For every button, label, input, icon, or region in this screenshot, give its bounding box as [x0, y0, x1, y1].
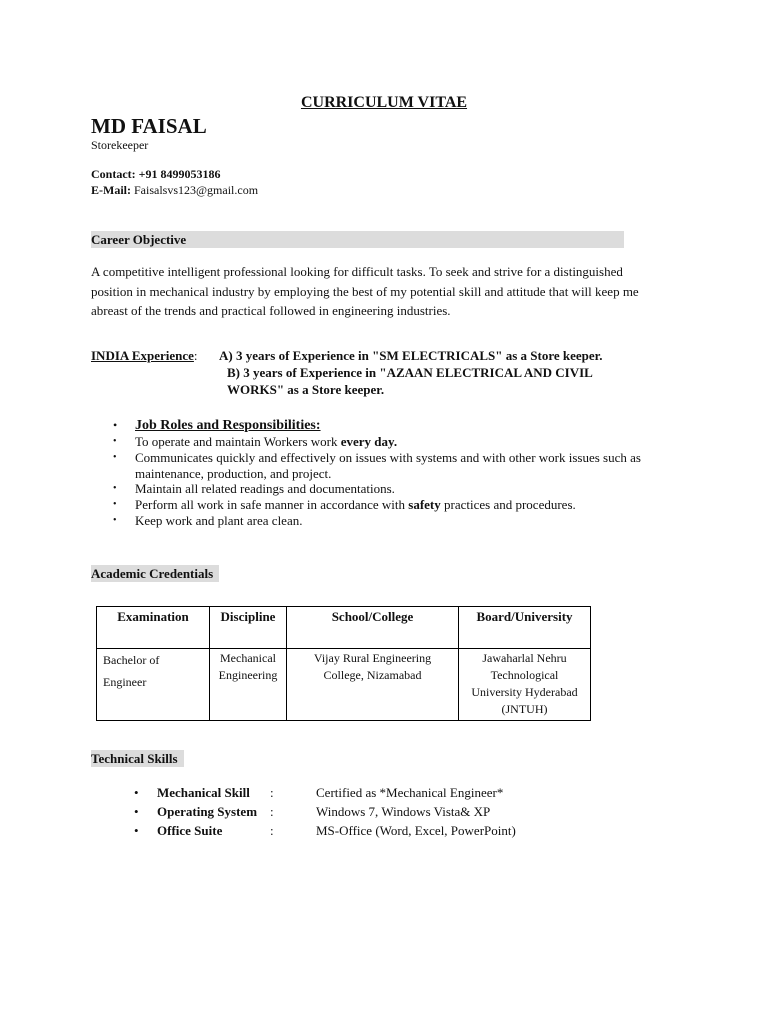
responsibilities-heading: Job Roles and Responsibilities:	[135, 418, 321, 433]
contact-label: Contact:	[91, 167, 136, 181]
document-title: CURRICULUM VITAE	[300, 94, 468, 111]
experience-item-b-cont: WORKS" as a Store keeper.	[227, 382, 385, 397]
heading-bullet: •	[113, 418, 118, 432]
skill-value: Windows 7, Windows Vista& XP	[316, 804, 491, 819]
experience-colon: :	[193, 348, 198, 363]
skill-row: • Mechanical Skill : Certified as *Mechanical Engineer*	[134, 785, 504, 800]
objective-line: abreast of the trends and practical followed in engineering industries.	[91, 303, 451, 318]
cell-discipline: Mechanical Engineering	[210, 649, 287, 721]
experience-label-row	[91, 347, 198, 364]
technical-skills-list	[113, 783, 573, 840]
academic-heading: Academic Credentials	[91, 565, 219, 582]
skill-value: MS-Office (Word, Excel, PowerPoint)	[316, 823, 516, 838]
cell-examination: Bachelor of Engineer	[97, 649, 210, 721]
list-item: • Perform all work in safe manner in accordance with safety practices and procedures.	[113, 497, 641, 513]
skill-label: Mechanical Skill	[157, 785, 250, 800]
list-item-continuation: maintenance, production, and project.	[135, 465, 332, 481]
skill-row: • Operating System : Windows 7, Windows Vista& XP	[134, 804, 491, 819]
cell-board: Jawaharlal Nehru Technological University Hyderabad (JNTUH)	[459, 649, 591, 721]
skill-row: • Office Suite : MS-Office (Word, Excel, PowerPoint)	[134, 823, 516, 838]
responsibilities-list	[113, 434, 641, 529]
objective-line: position in mechanical industry by employing the best of my potential skill and attitude that will keep me	[91, 283, 639, 299]
table-header-row	[97, 607, 591, 649]
list-item: • To operate and maintain Workers work every day.	[113, 434, 641, 450]
career-objective-heading: Career Objective	[91, 231, 624, 248]
skill-value: Certified as *Mechanical Engineer*	[316, 785, 504, 800]
email-line	[91, 183, 258, 198]
experience-item-b: B) 3 years of Experience in "AZAAN ELECTRICAL AND CIVIL	[227, 365, 593, 380]
column-header: Examination	[97, 607, 210, 649]
list-item: • Keep work and plant area clean.	[113, 513, 641, 529]
cell-school: Vijay Rural Engineering College, Nizamabad	[287, 649, 459, 721]
academic-table	[96, 606, 591, 721]
list-item: • Maintain all related readings and documentations.	[113, 481, 641, 497]
objective-line: A competitive intelligent professional looking for difficult tasks. To seek and strive for a distinguished	[91, 264, 623, 279]
contact-line	[91, 167, 221, 182]
list-item: • Communicates quickly and effectively on issues with systems and with other work issues such as	[113, 450, 641, 466]
skill-label: Operating System	[157, 804, 258, 819]
career-objective-text	[91, 262, 691, 321]
column-header: Board/University	[459, 607, 591, 649]
table-row	[97, 649, 591, 721]
designation: Storekeeper	[91, 138, 149, 152]
responsibilities-heading-row	[113, 416, 321, 435]
email-label: E-Mail:	[91, 183, 131, 197]
experience-item-a: A) 3 years of Experience in "SM ELECTRICALS" as a Store keeper.	[219, 348, 603, 363]
contact-value: +91 8499053186	[138, 167, 221, 181]
email-value: Faisalsvs123@gmail.com	[134, 183, 259, 197]
column-header: Discipline	[210, 607, 287, 649]
column-header: School/College	[287, 607, 459, 649]
skill-label: Office Suite	[157, 823, 223, 838]
technical-skills-heading: Technical Skills	[91, 750, 184, 767]
candidate-name: MD FAISAL	[91, 114, 207, 138]
experience-label: INDIA Experience	[91, 348, 194, 363]
